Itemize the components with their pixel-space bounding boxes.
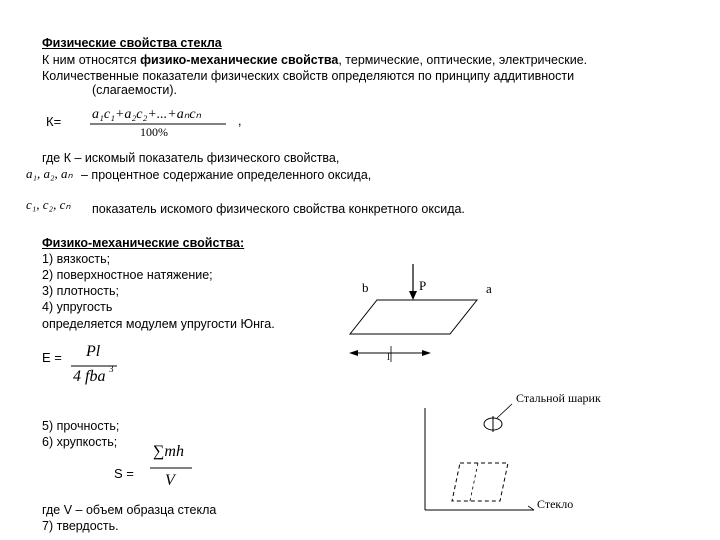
glass-sample-shape (452, 463, 508, 501)
intro-prefix: К ним относятся (42, 53, 141, 67)
mech-item-2: 2) поверхностное натяжение; (42, 268, 213, 282)
length-arrow-left (349, 350, 358, 356)
section-title: Физические свойства стекла (42, 36, 222, 50)
formula-e-denominator: 4 fba (73, 368, 106, 385)
formula-k-denominator: 100% (140, 125, 168, 139)
formula-e-label: Е = (42, 350, 62, 365)
mech-title: Физико-механические свойства: (42, 236, 245, 250)
formula-s-numerator: ∑mh (153, 443, 184, 460)
where-a-symbols: a₁, a₂, aₙ (26, 166, 73, 181)
where-v-line: где V – объем образца стекла (42, 503, 217, 517)
mech-item-7: 7) твердость. (42, 519, 119, 533)
formula-e-numerator: Pl (86, 343, 101, 360)
intro-suffix: , термические, оптические, электрические. (338, 53, 588, 67)
diagram-label-b: b (362, 280, 369, 295)
diagram-label-a: a (486, 281, 492, 296)
mech-item-3: 3) плотность; (42, 284, 120, 298)
where-c-symbols: c₁, c₂, cₙ (26, 197, 71, 212)
glass-label: Стекло (537, 497, 574, 511)
intro-bold: физико-механические свойства (140, 53, 339, 67)
glass-sample-edge (470, 463, 478, 501)
impact-diagram (425, 404, 534, 510)
elasticity-diagram (349, 264, 477, 362)
formula-k-label: К= (46, 114, 62, 129)
formula-k-comma: , (238, 114, 242, 128)
mech-item-1: 1) вязкость; (42, 252, 111, 266)
length-arrow-right (422, 350, 431, 356)
additivity-line-1: Количественные показатели физических свойств определяются по принципу аддитивности (42, 69, 575, 83)
formula-s-label: S = (114, 466, 134, 481)
stand-base-tip (528, 506, 534, 510)
additivity-line-2: (слагаемости). (92, 83, 177, 97)
steel-ball-label: Стальной шарик (516, 391, 601, 405)
where-k-line: где К – искомый показатель физического свойства, (42, 151, 340, 165)
formula-e-superscript: 3 (109, 364, 114, 374)
force-arrow-head (409, 291, 417, 300)
glass-plate-shape (350, 300, 477, 334)
mech-item-6: 6) хрупкость; (42, 435, 118, 449)
mech-item-5: 5) прочность; (42, 419, 120, 433)
formula-k-numerator: a₁c₁+a₂c₂+...+aₙcₙ (92, 107, 202, 122)
where-a-text: – процентное содержание определенного оксида, (81, 168, 372, 182)
formula-s-denominator: V (165, 472, 175, 489)
mech-item-4-desc: определяется модулем упругости Юнга. (42, 317, 275, 331)
ball-leader-line (497, 404, 512, 418)
diagram-label-p: P (419, 278, 427, 293)
mech-item-4: 4) упругость (42, 300, 113, 314)
diagram-label-l: l (387, 352, 390, 363)
where-c-text: показатель искомого физического свойства конкретного оксида. (92, 202, 465, 216)
